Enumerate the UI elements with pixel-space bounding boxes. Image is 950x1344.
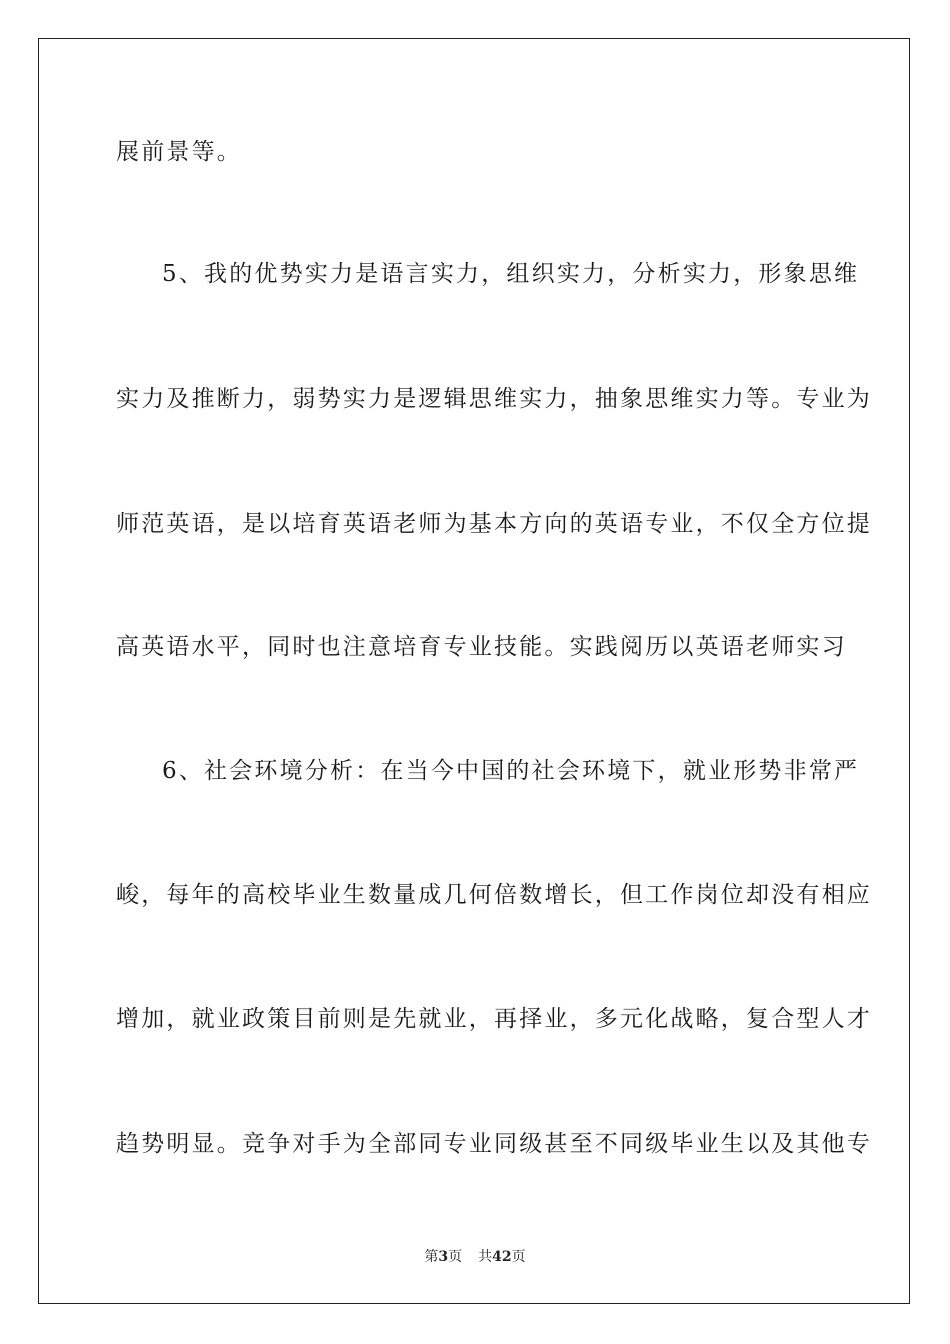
total-prefix: 共 [478, 1249, 493, 1265]
page-prefix: 第 [424, 1249, 439, 1265]
paragraph-line: 师范英语，是以培育英语老师为基本方向的英语专业，不仅全方位提 [116, 511, 872, 537]
page-footer [0, 1248, 950, 1266]
paragraph-line: 高英语水平，同时也注意培育专业技能。实践阅历以英语老师实习 [116, 634, 847, 660]
total-suffix: 页 [511, 1249, 526, 1265]
paragraph-line: 5、我的优势实力是语言实力，组织实力，分析实力，形象思维 [162, 261, 860, 287]
paragraph-line: 峻，每年的高校毕业生数量成几何倍数增长，但工作岗位却没有相应 [116, 882, 872, 908]
paragraph-line: 实力及推断力，弱势实力是逻辑思维实力，抽象思维实力等。专业为 [116, 386, 872, 412]
page-border [38, 38, 910, 1304]
paragraph-line: 增加，就业政策目前则是先就业，再择业，多元化战略，复合型人才 [116, 1006, 872, 1032]
total-page-count: 42 [492, 1249, 512, 1265]
paragraph-line: 展前景等。 [116, 139, 242, 165]
current-page-number: 3 [438, 1249, 449, 1265]
page-suffix: 页 [448, 1249, 463, 1265]
paragraph-line: 6、社会环境分析：在当今中国的社会环境下，就业形势非常严 [162, 758, 860, 784]
paragraph-line: 趋势明显。竞争对手为全部同专业同级甚至不同级毕业生以及其他专 [116, 1131, 872, 1157]
